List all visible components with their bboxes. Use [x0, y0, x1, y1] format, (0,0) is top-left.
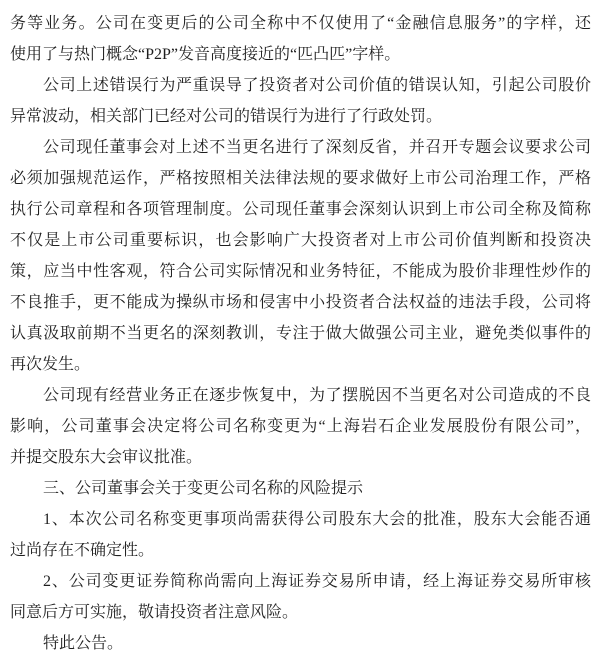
text-line: 影响，公司董事会决定将公司名称变更为“上海岩石企业发展股份有限公司”， — [10, 418, 591, 435]
text-line: 过尚存在不确定性。 — [10, 542, 155, 559]
text-line: 认真汲取前期不当更名的深刻教训，专注于做大做强公司主业，避免类似事件的 — [10, 325, 591, 342]
text-line: 2、公司变更证券简称尚需向上海证券交易所申请，经上海证券交易所审核 — [43, 573, 591, 590]
text-line: 并提交股东大会审议批准。 — [10, 449, 203, 466]
text-line: 不仅是上市公司重要标识，也会影响广大投资者对上市公司价值判断和投资决 — [10, 232, 591, 249]
text-line: 公司上述错误行为严重误导了投资者对公司价值的错误认知，引起公司股价 — [43, 77, 591, 94]
text-line: 公司现任董事会对上述不当更名进行了深刻反省，并召开专题会议要求公司 — [43, 139, 591, 156]
closing-statement: 特此公告。 — [43, 635, 124, 652]
text-line: 不良推手，更不能成为操纵市场和侵害中小投资者合法权益的违法手段，公司将 — [10, 294, 591, 311]
text-line: 异常波动，相关部门已经对公司的错误行为进行了行政处罚。 — [10, 108, 443, 125]
text-line: 策，应当中性客观，符合公司实际情况和业务特征，不能成为股价非理性炒作的 — [10, 263, 591, 280]
text-line: 公司现有经营业务正在逐步恢复中，为了摆脱因不当更名对公司造成的不良 — [43, 387, 591, 404]
text-line: 执行公司章程和各项管理制度。公司现任董事会深刻认识到上市公司全称及简称 — [10, 201, 591, 218]
text-line: 务等业务。公司在变更后的公司全称中不仅使用了“金融信息服务”的字样，还 — [10, 15, 591, 32]
text-line: 1、本次公司名称变更事项尚需获得公司股东大会的批准，股东大会能否通 — [43, 511, 591, 528]
section-heading-risk: 三、公司董事会关于变更公司名称的风险提示 — [43, 480, 364, 497]
text-line: 再次发生。 — [10, 356, 91, 373]
text-line: 同意后方可实施，敬请投资者注意风险。 — [10, 604, 299, 621]
text-line: 必须加强规范运作，严格按照相关法律法规的要求做好上市公司治理工作，严格 — [10, 170, 591, 187]
text-line: 使用了与热门概念“P2P”发音高度接近的“匹凸匹”字样。 — [10, 46, 401, 63]
